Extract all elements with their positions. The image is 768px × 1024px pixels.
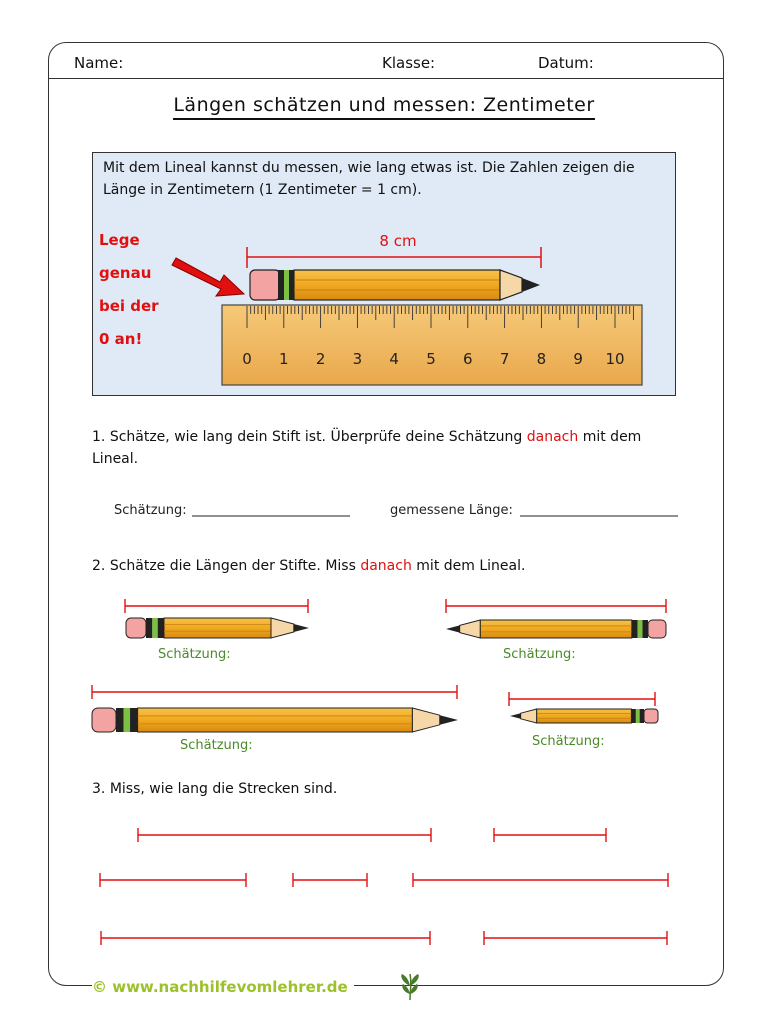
red-arrow-icon	[172, 258, 244, 296]
ruler-number: 10	[605, 350, 625, 368]
note-line-2: genau	[99, 264, 152, 282]
measure-label: 8 cm	[379, 232, 417, 250]
length-bracket	[138, 828, 431, 842]
ruler-icon	[222, 305, 642, 385]
leaf-icon	[401, 974, 418, 1000]
ruler-number: 2	[315, 350, 326, 368]
pencil-icon	[446, 620, 666, 638]
ruler-number: 4	[389, 350, 399, 368]
ruler-number: 3	[352, 350, 363, 368]
page-title: Längen schätzen und messen: Zentimeter	[0, 94, 768, 116]
task2-estimate-label-b: Schätzung:	[503, 647, 576, 662]
task1-text: 1. Schätze, wie lang dein Stift ist. Überprüfe deine Schätzung danach mit dem Lineal.	[92, 429, 642, 467]
task2-estimate-label-c: Schätzung:	[180, 738, 253, 753]
note-line-4: 0 an!	[99, 330, 143, 348]
measure-line-8cm	[247, 247, 541, 268]
name-label: Name:	[74, 54, 124, 72]
note-line-1: Lege	[99, 231, 140, 249]
length-bracket	[293, 873, 367, 887]
demo-pencil-icon	[250, 270, 540, 300]
length-bracket	[101, 931, 430, 945]
length-bracket	[92, 685, 457, 699]
task2-text: 2. Schätze die Längen der Stifte. Miss danach mit dem Lineal.	[92, 558, 526, 574]
task2-estimate-label-d: Schätzung:	[532, 734, 605, 749]
date-label: Datum:	[538, 54, 594, 72]
task1-estimate-label: Schätzung:	[114, 503, 187, 518]
note-line-3: bei der	[99, 297, 159, 315]
ruler-number: 5	[426, 350, 436, 368]
length-bracket	[413, 873, 668, 887]
pencil-icon	[92, 708, 458, 732]
task2-estimate-label-a: Schätzung:	[158, 647, 231, 662]
class-label: Klasse:	[382, 54, 436, 72]
pencil-icon	[510, 709, 658, 723]
ruler-number: 7	[499, 350, 510, 368]
length-bracket	[509, 692, 655, 706]
length-bracket	[125, 599, 308, 613]
ruler-number: 9	[573, 350, 583, 368]
ruler-number: 6	[463, 350, 473, 368]
length-bracket	[100, 873, 246, 887]
length-bracket	[484, 931, 667, 945]
length-bracket	[494, 828, 606, 842]
footer-copyright: © www.nachhilfevomlehrer.de	[92, 978, 354, 996]
ruler-number: 8	[536, 350, 547, 368]
info-text: Mit dem Lineal kannst du messen, wie lang etwas ist. Die Zahlen zeigen die Länge in Zentimetern (1 Zentimeter = 1 cm).	[103, 160, 635, 198]
task3-text: 3. Miss, wie lang die Strecken sind.	[92, 781, 338, 797]
pencil-icon	[126, 618, 309, 638]
task1-measured-label: gemessene Länge:	[390, 503, 513, 518]
ruler-number: 1	[279, 350, 289, 368]
ruler-number: 0	[242, 350, 252, 368]
length-bracket	[446, 599, 666, 613]
